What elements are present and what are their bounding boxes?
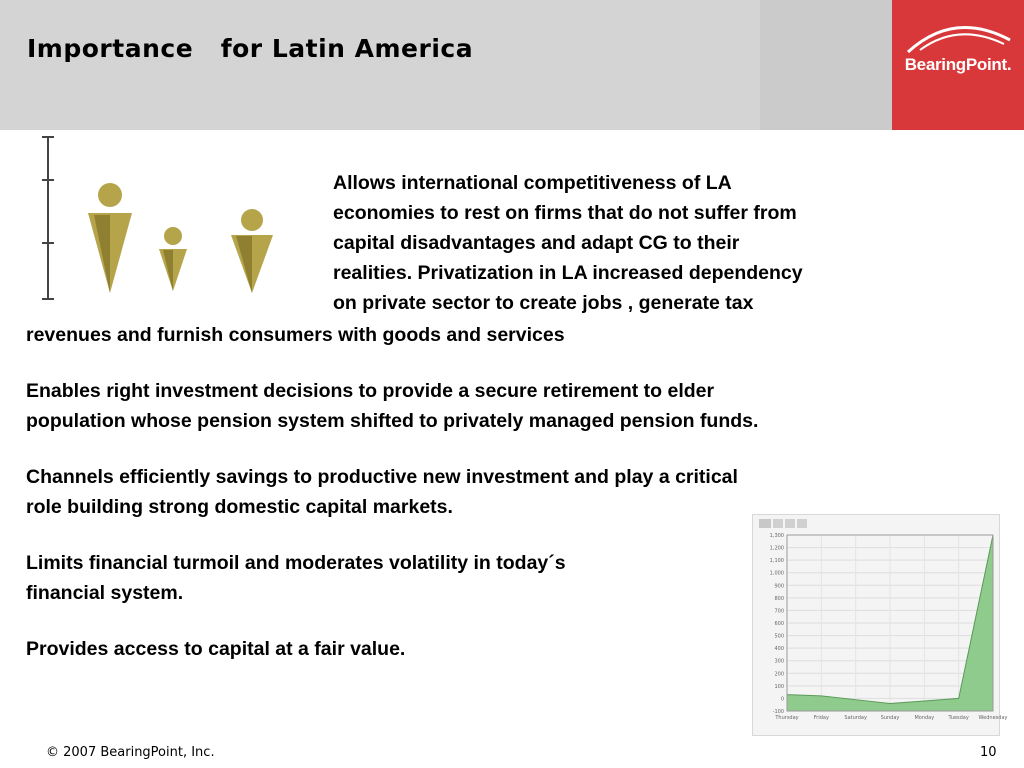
paragraph-line: role building strong domestic capital markets.: [26, 496, 453, 518]
y-tick-label: 1,300: [769, 533, 784, 539]
toolbar-icon: [773, 519, 783, 528]
toolbar-icon: [797, 519, 807, 528]
paragraph-line: realities. Privatization in LA increased dependency: [333, 262, 803, 284]
y-tick-label: 800: [774, 595, 784, 602]
paragraph-line: population whose pension system shifted to privately managed pension funds.: [26, 410, 759, 432]
paragraph-line: on private sector to create jobs , generate tax: [333, 292, 754, 314]
y-tick-label: -100: [772, 709, 784, 715]
chart-thumbnail: [752, 514, 1008, 736]
y-tick-label: 300: [774, 658, 784, 665]
x-tick-label: Saturday: [844, 715, 867, 721]
y-tick-label: 0: [780, 696, 784, 703]
x-tick-label: Monday: [914, 715, 935, 721]
x-tick-label: Wednesday: [978, 715, 1008, 721]
paragraph-line: Allows international competitiveness of LA: [333, 172, 732, 194]
y-tick-label: 500: [774, 633, 784, 640]
people-height-comparison-icon: [30, 133, 280, 303]
x-tick-label: Sunday: [880, 715, 900, 721]
paragraph-line: Provides access to capital at a fair value.: [26, 638, 406, 660]
paragraph-line: financial system.: [26, 582, 184, 604]
copyright-footer: © 2007 BearingPoint, Inc.: [46, 745, 215, 760]
paragraph-line: revenues and furnish consumers with goods and services: [26, 324, 565, 346]
y-tick-label: 200: [774, 671, 784, 678]
paragraph-line: economies to rest on firms that do not suffer from: [333, 202, 797, 224]
paragraph-line: Channels efficiently savings to productive new investment and play a critical: [26, 466, 738, 488]
x-tick-label: Tuesday: [948, 715, 969, 721]
x-tick-label: Friday: [813, 715, 829, 721]
bearingpoint-logo: [892, 0, 1024, 130]
y-tick-label: 400: [774, 646, 784, 653]
y-tick-label: 1,200: [769, 545, 784, 552]
y-tick-label: 700: [774, 608, 784, 615]
y-tick-label: 1,100: [769, 558, 784, 565]
slide-title: Importance for Latin America: [27, 34, 474, 63]
y-tick-label: 900: [774, 583, 784, 590]
y-tick-label: 600: [774, 621, 784, 627]
area-chart: [753, 515, 1008, 735]
toolbar-icon: [759, 519, 771, 528]
logo-text: BearingPoint.: [904, 55, 1012, 74]
toolbar-icon: [785, 519, 795, 528]
y-tick-label: 1,000: [769, 570, 784, 577]
y-tick-label: 100: [774, 683, 784, 690]
paragraph-line: Enables right investment decisions to provide a secure retirement to elder: [26, 380, 715, 402]
x-tick-label: Thursday: [775, 715, 799, 721]
paragraph-line: capital disadvantages and adapt CG to their: [333, 232, 740, 254]
paragraph-line: Limits financial turmoil and moderates volatility in today´s: [26, 552, 566, 574]
page-number: 10: [980, 745, 997, 760]
header-shade: [760, 0, 892, 130]
